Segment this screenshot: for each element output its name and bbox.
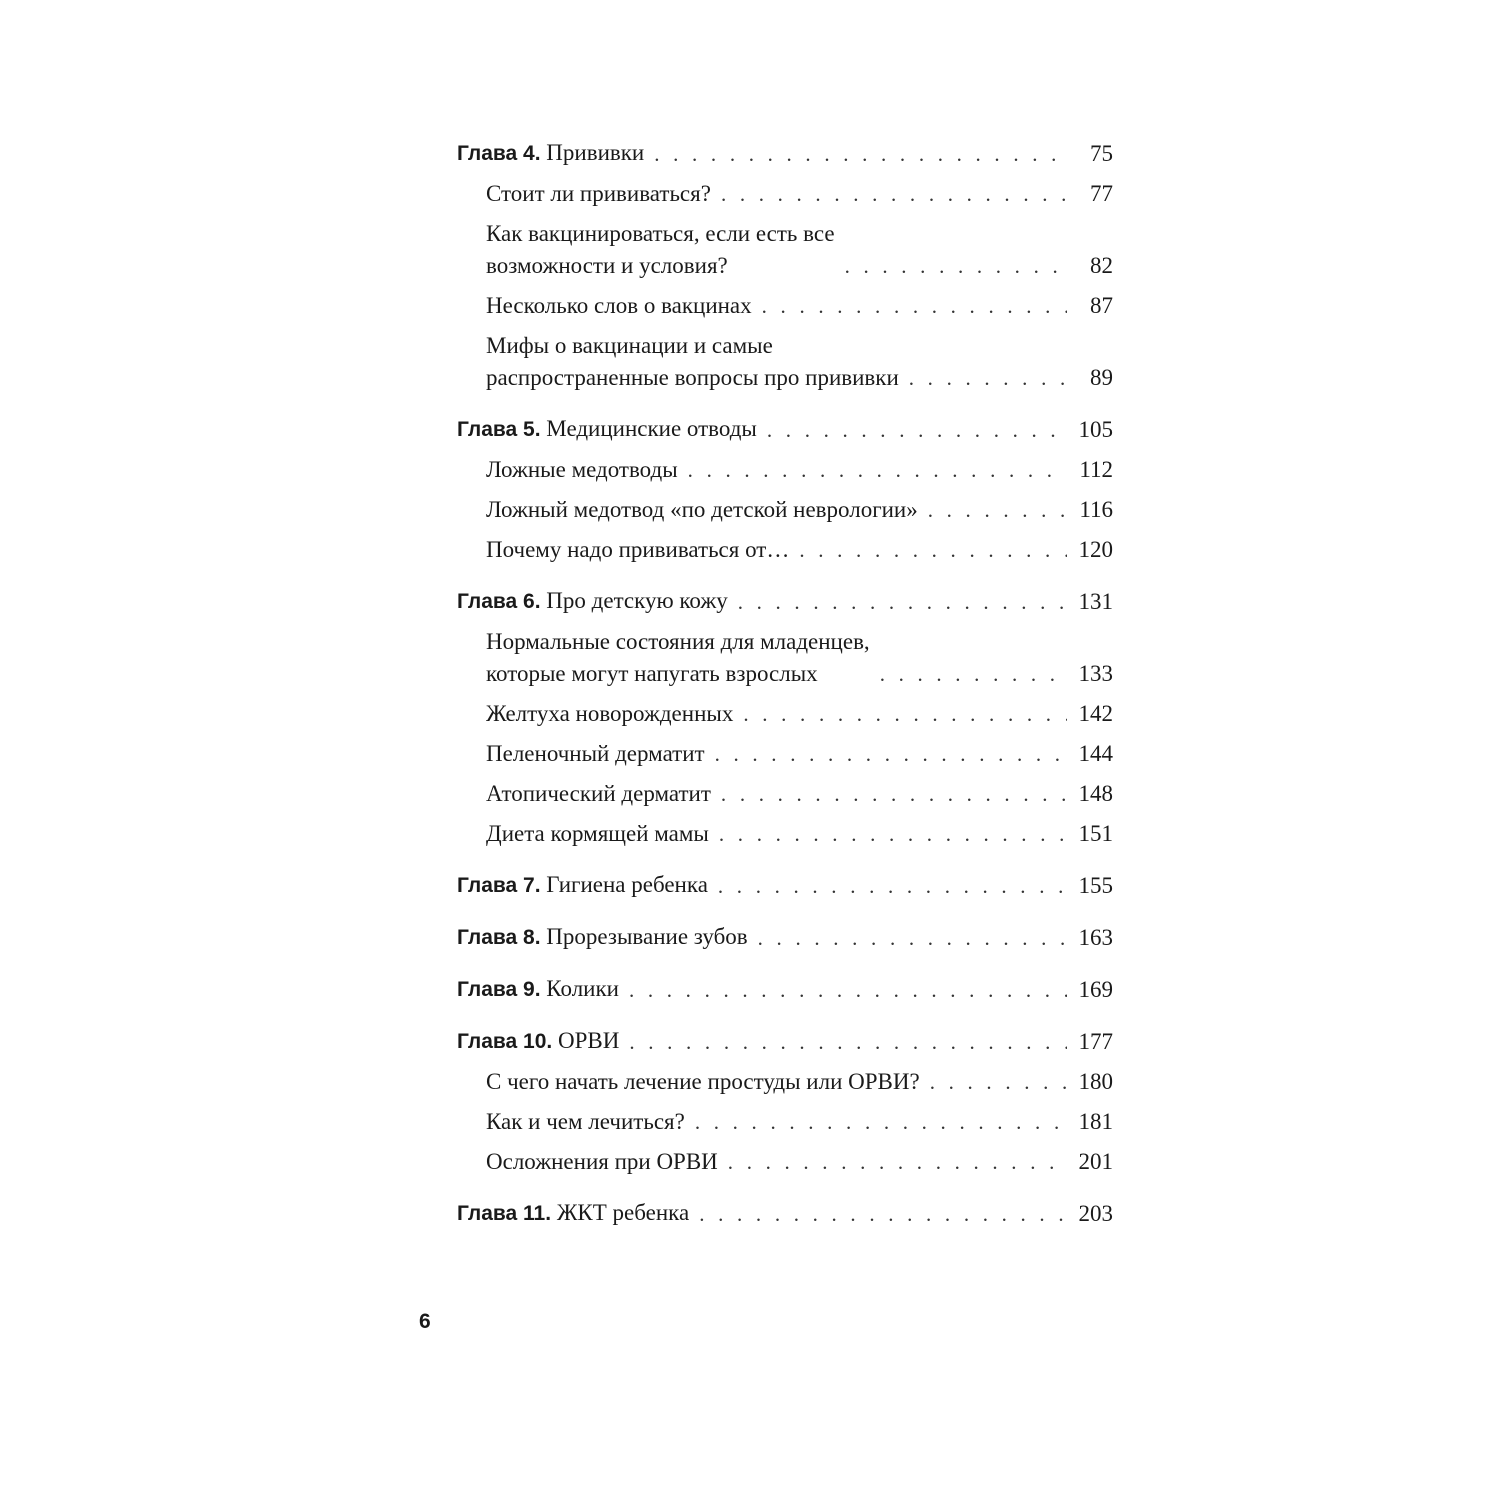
toc-chapter-4 (457, 138, 1113, 394)
chapter-label: Глава 6. (457, 590, 541, 613)
toc-chapter-10 (457, 1026, 1113, 1178)
page-number: 120 (1078, 537, 1113, 562)
dot-leader (762, 290, 1067, 322)
toc-entry[interactable] (457, 1146, 1113, 1178)
entry-title: С чего начать лечение простуды или ОРВИ? (486, 1069, 920, 1094)
page-number: 82 (1090, 253, 1113, 278)
page-number: 116 (1079, 497, 1113, 522)
entry-title: Желтуха новорожденных (486, 701, 734, 726)
toc-chapter-row[interactable] (457, 922, 1113, 954)
toc-entry[interactable] (457, 818, 1113, 850)
page-number: 144 (1078, 741, 1113, 766)
entry-title: Диета кормящей мамы (486, 821, 709, 846)
chapter-title: Про детскую кожу (546, 588, 728, 613)
page-number: 133 (1078, 661, 1113, 686)
entry-title: Стоит ли прививаться? (486, 181, 711, 206)
toc-entry[interactable] (457, 330, 1113, 394)
entry-title: Ложный медотвод «по детской неврологии» (486, 497, 918, 522)
toc-chapter-row[interactable] (457, 1198, 1113, 1230)
chapter-label: Глава 10. (457, 1030, 553, 1053)
page-number: 89 (1090, 365, 1113, 390)
chapter-title: Прорезывание зубов (546, 924, 748, 949)
page-number: 75 (1090, 141, 1113, 166)
chapter-label: Глава 11. (457, 1202, 552, 1225)
dot-leader (629, 974, 1067, 1006)
entry-title: Атопический дерматит (486, 781, 711, 806)
dot-leader (629, 1026, 1067, 1058)
entry-title-line: Мифы о вакцинации и самые (486, 333, 773, 358)
dot-leader (767, 414, 1067, 446)
page-number: 148 (1078, 781, 1113, 806)
dot-leader (928, 494, 1067, 526)
page-number: 155 (1078, 873, 1113, 898)
dot-leader (743, 698, 1067, 730)
page-number: 77 (1090, 181, 1113, 206)
page-number: 151 (1078, 821, 1113, 846)
dot-leader (715, 738, 1067, 770)
toc-chapter-9 (457, 974, 1113, 1006)
dot-leader (880, 658, 1067, 690)
page-number: 87 (1090, 293, 1113, 318)
dot-leader (688, 454, 1067, 486)
entry-title: Ложные медотводы (486, 457, 678, 482)
entry-title: Пеленочный дерматит (486, 741, 705, 766)
entry-title-line: которые могут напугать взрослых (486, 661, 818, 686)
toc-entry[interactable] (457, 698, 1113, 730)
toc-chapter-6 (457, 586, 1113, 850)
chapter-label: Глава 9. (457, 978, 541, 1001)
dot-leader (799, 534, 1067, 566)
dot-leader (718, 870, 1067, 902)
chapter-title: Прививки (546, 140, 645, 165)
toc-chapter-row[interactable] (457, 586, 1113, 618)
toc-entry[interactable] (457, 1106, 1113, 1138)
chapter-title: ОРВИ (557, 1028, 620, 1053)
toc-chapter-7 (457, 870, 1113, 902)
toc-entry[interactable] (457, 290, 1113, 322)
entry-title-line: Как вакцинироваться, если есть все (486, 221, 835, 246)
dot-leader (738, 586, 1067, 618)
page-number: 163 (1078, 925, 1113, 950)
dot-leader (930, 1066, 1067, 1098)
dot-leader (845, 250, 1067, 282)
page-number: 181 (1078, 1109, 1113, 1134)
toc-entry[interactable] (457, 494, 1113, 526)
entry-title: Почему надо прививаться от… (486, 537, 790, 562)
entry-title: Осложнения при ОРВИ (486, 1149, 718, 1174)
toc-entry[interactable] (457, 178, 1113, 210)
chapter-title: ЖКТ ребенка (556, 1200, 690, 1225)
dot-leader (758, 922, 1067, 954)
toc-chapter-row[interactable] (457, 870, 1113, 902)
toc-entry[interactable] (457, 454, 1113, 486)
page-number: 177 (1078, 1029, 1113, 1054)
page-folio: 6 (419, 1310, 431, 1333)
chapter-label: Глава 7. (457, 874, 541, 897)
chapter-title: Гигиена ребенка (546, 872, 708, 897)
page-number: 169 (1078, 977, 1113, 1002)
page-number: 105 (1078, 417, 1113, 442)
dot-leader (654, 138, 1067, 170)
page-number: 112 (1079, 457, 1113, 482)
dot-leader (728, 1146, 1067, 1178)
entry-title: Как и чем лечиться? (486, 1109, 685, 1134)
toc-chapter-5 (457, 414, 1113, 566)
toc-entry[interactable] (457, 1066, 1113, 1098)
dot-leader (719, 818, 1067, 850)
toc-entry[interactable] (457, 778, 1113, 810)
page-number: 142 (1078, 701, 1113, 726)
table-of-contents (457, 138, 1113, 1250)
chapter-label: Глава 8. (457, 926, 541, 949)
chapter-title: Колики (546, 976, 619, 1001)
page-number: 180 (1078, 1069, 1113, 1094)
chapter-label: Глава 4. (457, 142, 541, 165)
chapter-label: Глава 5. (457, 418, 541, 441)
toc-chapter-row[interactable] (457, 414, 1113, 446)
toc-chapter-row[interactable] (457, 1026, 1113, 1058)
toc-entry[interactable] (457, 534, 1113, 566)
entry-title-line: распространенные вопросы про прививки (486, 365, 899, 390)
entry-title-line: Нормальные состояния для младенцев, (486, 629, 870, 654)
dot-leader (909, 362, 1067, 394)
toc-chapter-11 (457, 1198, 1113, 1230)
page-number: 203 (1078, 1201, 1113, 1226)
toc-chapter-8 (457, 922, 1113, 954)
entry-title: Несколько слов о вакцинах (486, 293, 752, 318)
toc-chapter-row[interactable] (457, 974, 1113, 1006)
page-number: 131 (1078, 589, 1113, 614)
toc-chapter-row[interactable] (457, 138, 1113, 170)
dot-leader (721, 778, 1067, 810)
dot-leader (699, 1198, 1067, 1230)
toc-entry[interactable] (457, 626, 1113, 690)
chapter-title: Медицинские отводы (546, 416, 757, 441)
toc-entry[interactable] (457, 218, 1113, 282)
toc-entry[interactable] (457, 738, 1113, 770)
dot-leader (721, 178, 1067, 210)
dot-leader (695, 1106, 1067, 1138)
page-number: 201 (1078, 1149, 1113, 1174)
entry-title-line: возможности и условия? (486, 253, 728, 278)
